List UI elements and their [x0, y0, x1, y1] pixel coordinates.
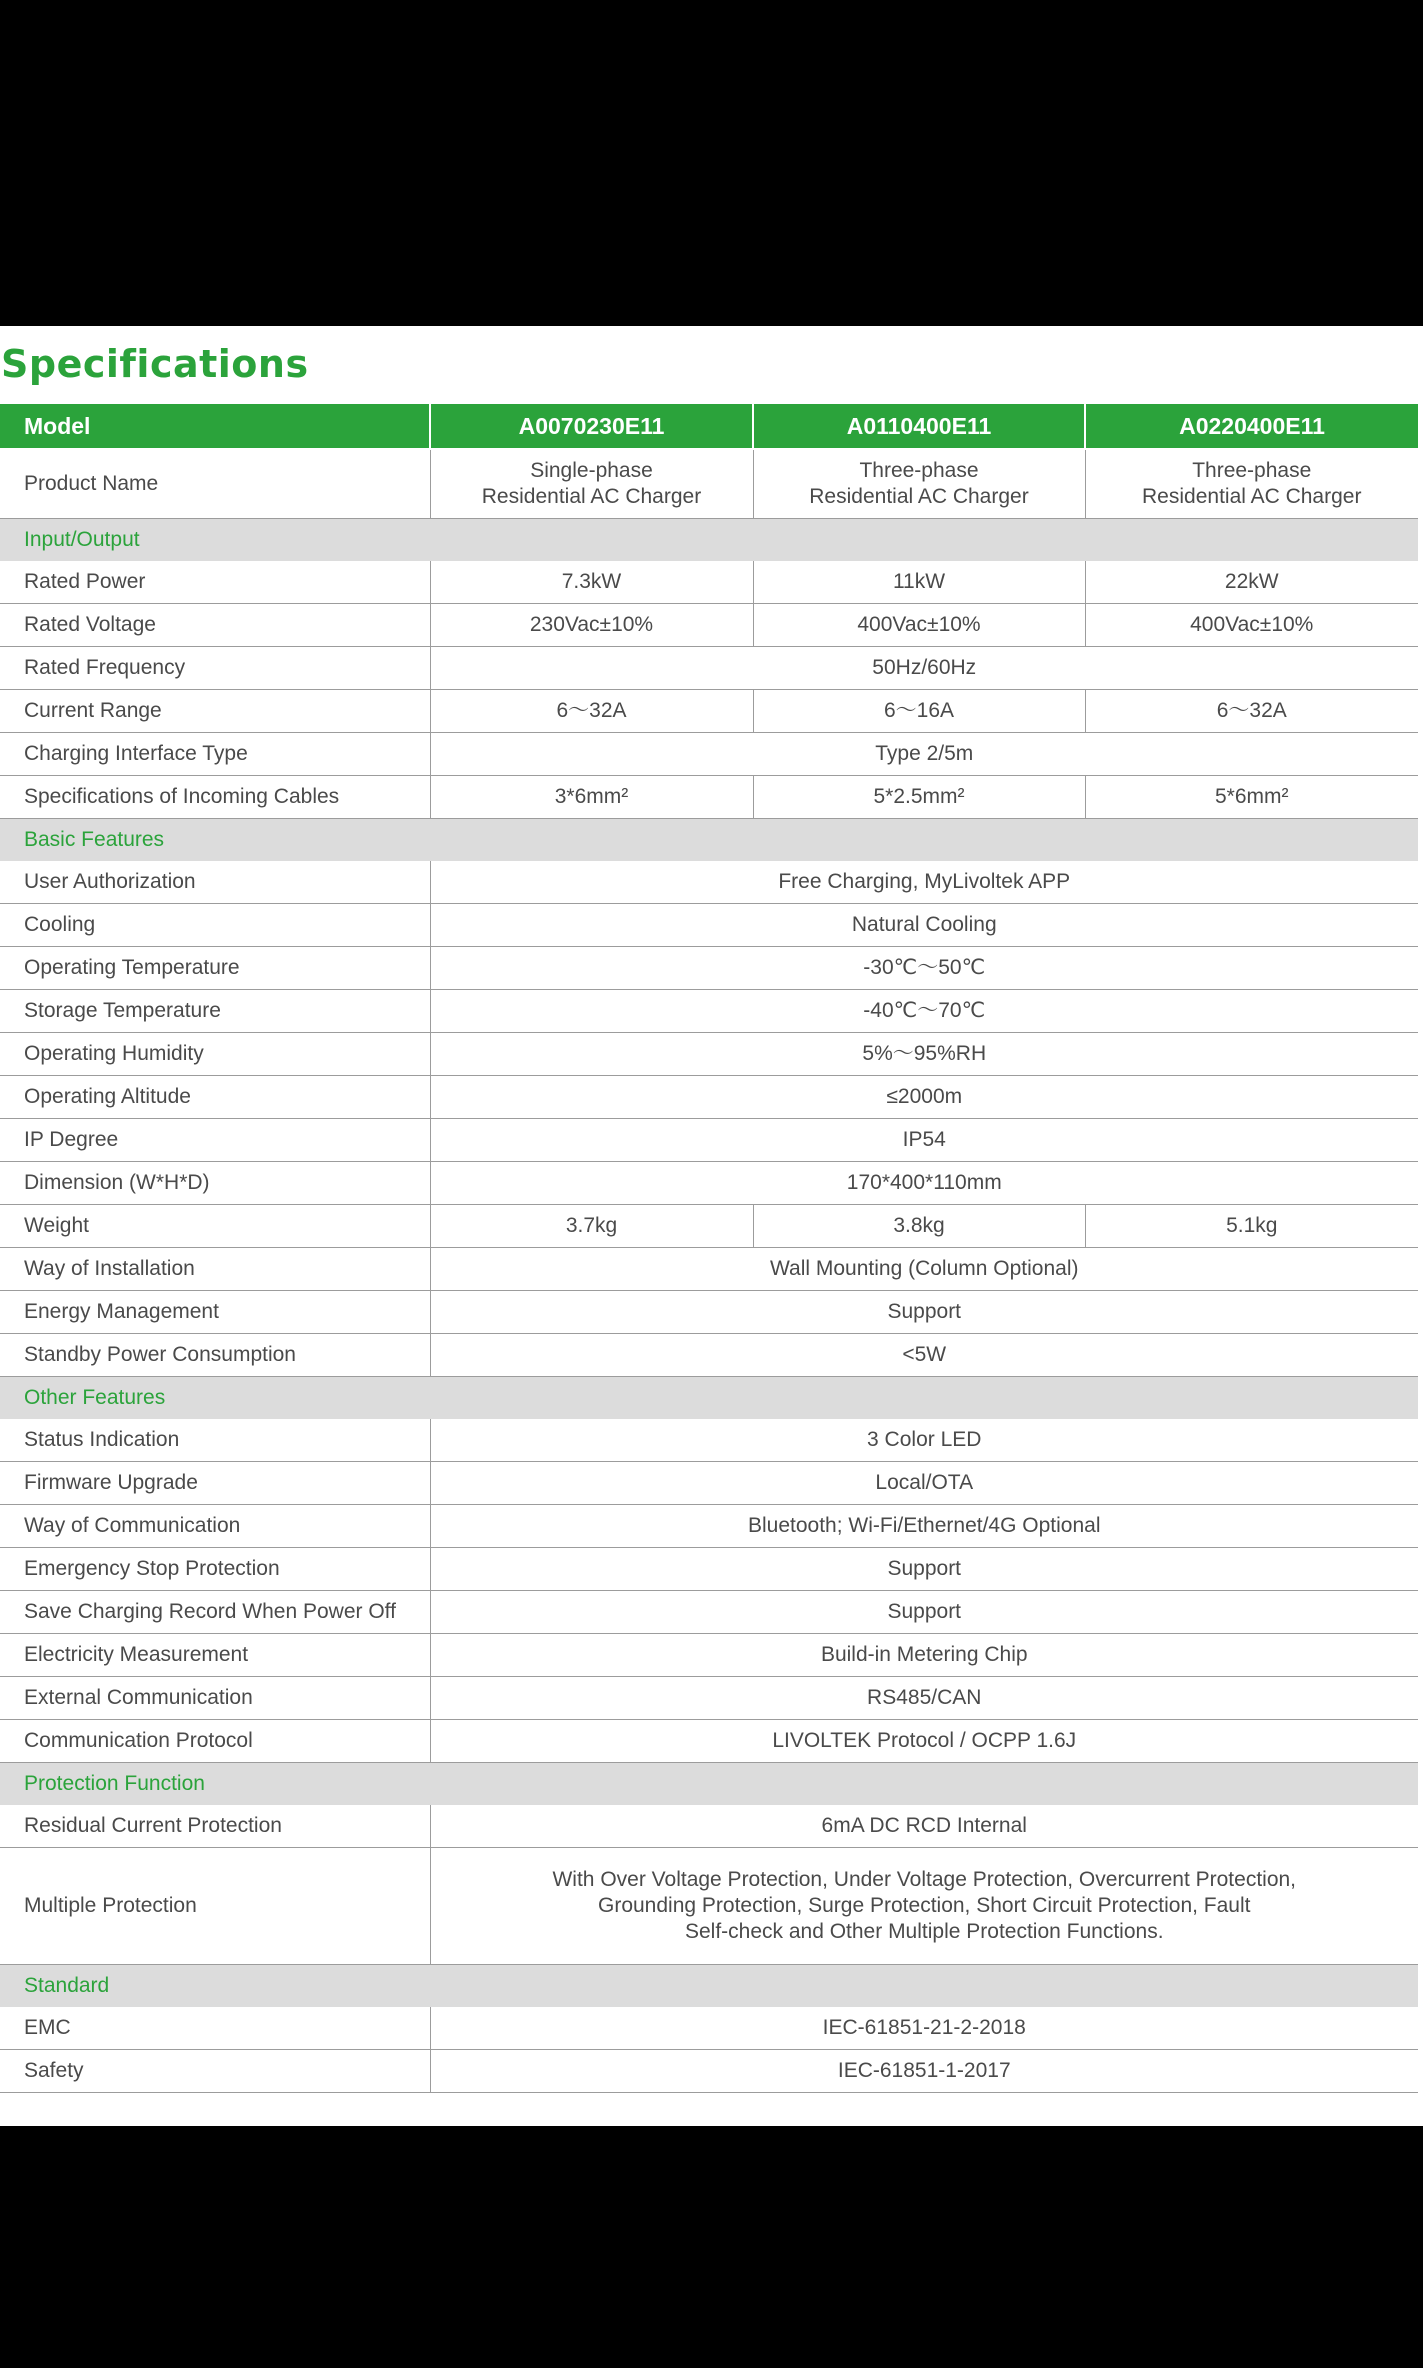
row-label: Firmware Upgrade [0, 1462, 430, 1505]
section-header-protection-function [0, 1763, 1418, 1806]
section-header-input-output [0, 519, 1418, 562]
row-label: User Authorization [0, 861, 430, 904]
row-label: Cooling [0, 904, 430, 947]
cell-value: Bluetooth; Wi-Fi/Ethernet/4G Optional [430, 1505, 1418, 1548]
cell-value: 22kW [1085, 561, 1418, 604]
cell-value: 5*2.5mm² [753, 776, 1085, 819]
row-label: Rated Voltage [0, 604, 430, 647]
row-label: Save Charging Record When Power Off [0, 1591, 430, 1634]
cell-value: LIVOLTEK Protocol / OCPP 1.6J [430, 1720, 1418, 1763]
cell-value: -40℃～70℃ [430, 990, 1418, 1033]
row-label: Weight [0, 1205, 430, 1248]
header-label: Model [0, 404, 430, 449]
table-row [0, 990, 1418, 1033]
cell-value: 7.3kW [430, 561, 753, 604]
cell-value: IP54 [430, 1119, 1418, 1162]
cell-value: Natural Cooling [430, 904, 1418, 947]
row-label: Safety [0, 2050, 430, 2093]
product-name-line: Residential AC Charger [481, 485, 702, 508]
cell-value: Type 2/5m [430, 733, 1418, 776]
row-label: Multiple Protection [0, 1848, 430, 1965]
row-label: Way of Installation [0, 1248, 430, 1291]
row-label: Rated Frequency [0, 647, 430, 690]
cell-value: IEC-61851-1-2017 [430, 2050, 1418, 2093]
table-row [0, 1419, 1418, 1462]
row-label: IP Degree [0, 1119, 430, 1162]
section-title: Protection Function [0, 1763, 1418, 1806]
cell-value: RS485/CAN [430, 1677, 1418, 1720]
product-name-2 [753, 449, 1085, 519]
row-label: Current Range [0, 690, 430, 733]
cell-value: 5.1kg [1085, 1205, 1418, 1248]
table-row [0, 604, 1418, 647]
cell-value: 11kW [753, 561, 1085, 604]
table-row [0, 861, 1418, 904]
protection-line: Grounding Protection, Surge Protection, Short Circuit Protection, Fault [598, 1894, 1251, 1917]
protection-line: With Over Voltage Protection, Under Voltage Protection, Overcurrent Protection, [552, 1868, 1297, 1891]
table-row [0, 2007, 1418, 2050]
cell-value: 5%～95%RH [430, 1033, 1418, 1076]
table-row [0, 561, 1418, 604]
row-label: External Communication [0, 1677, 430, 1720]
table-row [0, 1634, 1418, 1677]
row-label: Charging Interface Type [0, 733, 430, 776]
cell-value: <5W [430, 1334, 1418, 1377]
product-name-3 [1085, 449, 1418, 519]
cell-value: 6mA DC RCD Internal [430, 1805, 1418, 1848]
table-row [0, 776, 1418, 819]
row-label: Operating Altitude [0, 1076, 430, 1119]
table-row [0, 947, 1418, 990]
table-row [0, 1334, 1418, 1377]
table-row [0, 1248, 1418, 1291]
table-row [0, 1505, 1418, 1548]
table-row [0, 1291, 1418, 1334]
cell-value: IEC-61851-21-2-2018 [430, 2007, 1418, 2050]
cell-value: 6～32A [430, 690, 753, 733]
cell-value: 3*6mm² [430, 776, 753, 819]
table-row [0, 2050, 1418, 2093]
cell-value: Free Charging, MyLivoltek APP [430, 861, 1418, 904]
row-label: Operating Temperature [0, 947, 430, 990]
row-label: Electricity Measurement [0, 1634, 430, 1677]
cell-value: Support [430, 1291, 1418, 1334]
cell-value: 400Vac±10% [1085, 604, 1418, 647]
table-row [0, 1205, 1418, 1248]
table-row [0, 1076, 1418, 1119]
cell-value: 6～32A [1085, 690, 1418, 733]
row-label: Specifications of Incoming Cables [0, 776, 430, 819]
cell-value: -30℃～50℃ [430, 947, 1418, 990]
product-name-line: Three-phase [1192, 459, 1312, 482]
cell-value: 6～16A [753, 690, 1085, 733]
table-row [0, 1805, 1418, 1848]
table-row [0, 1591, 1418, 1634]
row-label: Communication Protocol [0, 1720, 430, 1763]
table-row [0, 1033, 1418, 1076]
table-header-row [0, 404, 1418, 449]
table-row [0, 1119, 1418, 1162]
specifications-table [0, 404, 1418, 2093]
section-title: Standard [0, 1965, 1418, 2008]
header-model-1: A0070230E11 [430, 404, 753, 449]
product-name-1 [430, 449, 753, 519]
table-row [0, 1677, 1418, 1720]
table-row [0, 1720, 1418, 1763]
section-title: Basic Features [0, 819, 1418, 862]
cell-value: 3 Color LED [430, 1419, 1418, 1462]
cell-value: 5*6mm² [1085, 776, 1418, 819]
section-title: Other Features [0, 1377, 1418, 1420]
row-label: Rated Power [0, 561, 430, 604]
product-name-line: Residential AC Charger [809, 485, 1029, 508]
row-label: Storage Temperature [0, 990, 430, 1033]
section-header-basic-features [0, 819, 1418, 862]
section-title: Input/Output [0, 519, 1418, 562]
cell-value: 3.7kg [430, 1205, 753, 1248]
page-title: Specifications [1, 342, 309, 386]
row-label: Standby Power Consumption [0, 1334, 430, 1377]
protection-line: Self-check and Other Multiple Protection Functions. [684, 1920, 1164, 1943]
product-name-line: Residential AC Charger [1142, 485, 1362, 508]
table-row [0, 1548, 1418, 1591]
cell-value: 50Hz/60Hz [430, 647, 1418, 690]
row-label: Residual Current Protection [0, 1805, 430, 1848]
table-row [0, 1848, 1418, 1965]
cell-value: Build-in Metering Chip [430, 1634, 1418, 1677]
row-label: EMC [0, 2007, 430, 2050]
header-model-3: A0220400E11 [1085, 404, 1418, 449]
table-row [0, 1162, 1418, 1205]
product-name-line: Single-phase [530, 459, 653, 482]
table-row [0, 733, 1418, 776]
table-row [0, 449, 1418, 519]
table-row [0, 690, 1418, 733]
spec-sheet [0, 326, 1423, 2126]
row-label: Dimension (W*H*D) [0, 1162, 430, 1205]
table-row [0, 1462, 1418, 1505]
cell-value: Wall Mounting (Column Optional) [430, 1248, 1418, 1291]
table-row [0, 904, 1418, 947]
row-label: Emergency Stop Protection [0, 1548, 430, 1591]
cell-value: 170*400*110mm [430, 1162, 1418, 1205]
product-name-line: Three-phase [859, 459, 979, 482]
cell-value: Local/OTA [430, 1462, 1418, 1505]
row-label: Energy Management [0, 1291, 430, 1334]
cell-value: Support [430, 1591, 1418, 1634]
header-model-2: A0110400E11 [753, 404, 1085, 449]
cell-value: 400Vac±10% [753, 604, 1085, 647]
cell-value: Support [430, 1548, 1418, 1591]
row-label: Way of Communication [0, 1505, 430, 1548]
multiple-protection-value [430, 1848, 1418, 1965]
cell-value: 230Vac±10% [430, 604, 753, 647]
row-label: Status Indication [0, 1419, 430, 1462]
table-row [0, 647, 1418, 690]
cell-value: ≤2000m [430, 1076, 1418, 1119]
section-header-standard [0, 1965, 1418, 2008]
row-label: Product Name [0, 449, 430, 519]
row-label: Operating Humidity [0, 1033, 430, 1076]
cell-value: 3.8kg [753, 1205, 1085, 1248]
section-header-other-features [0, 1377, 1418, 1420]
